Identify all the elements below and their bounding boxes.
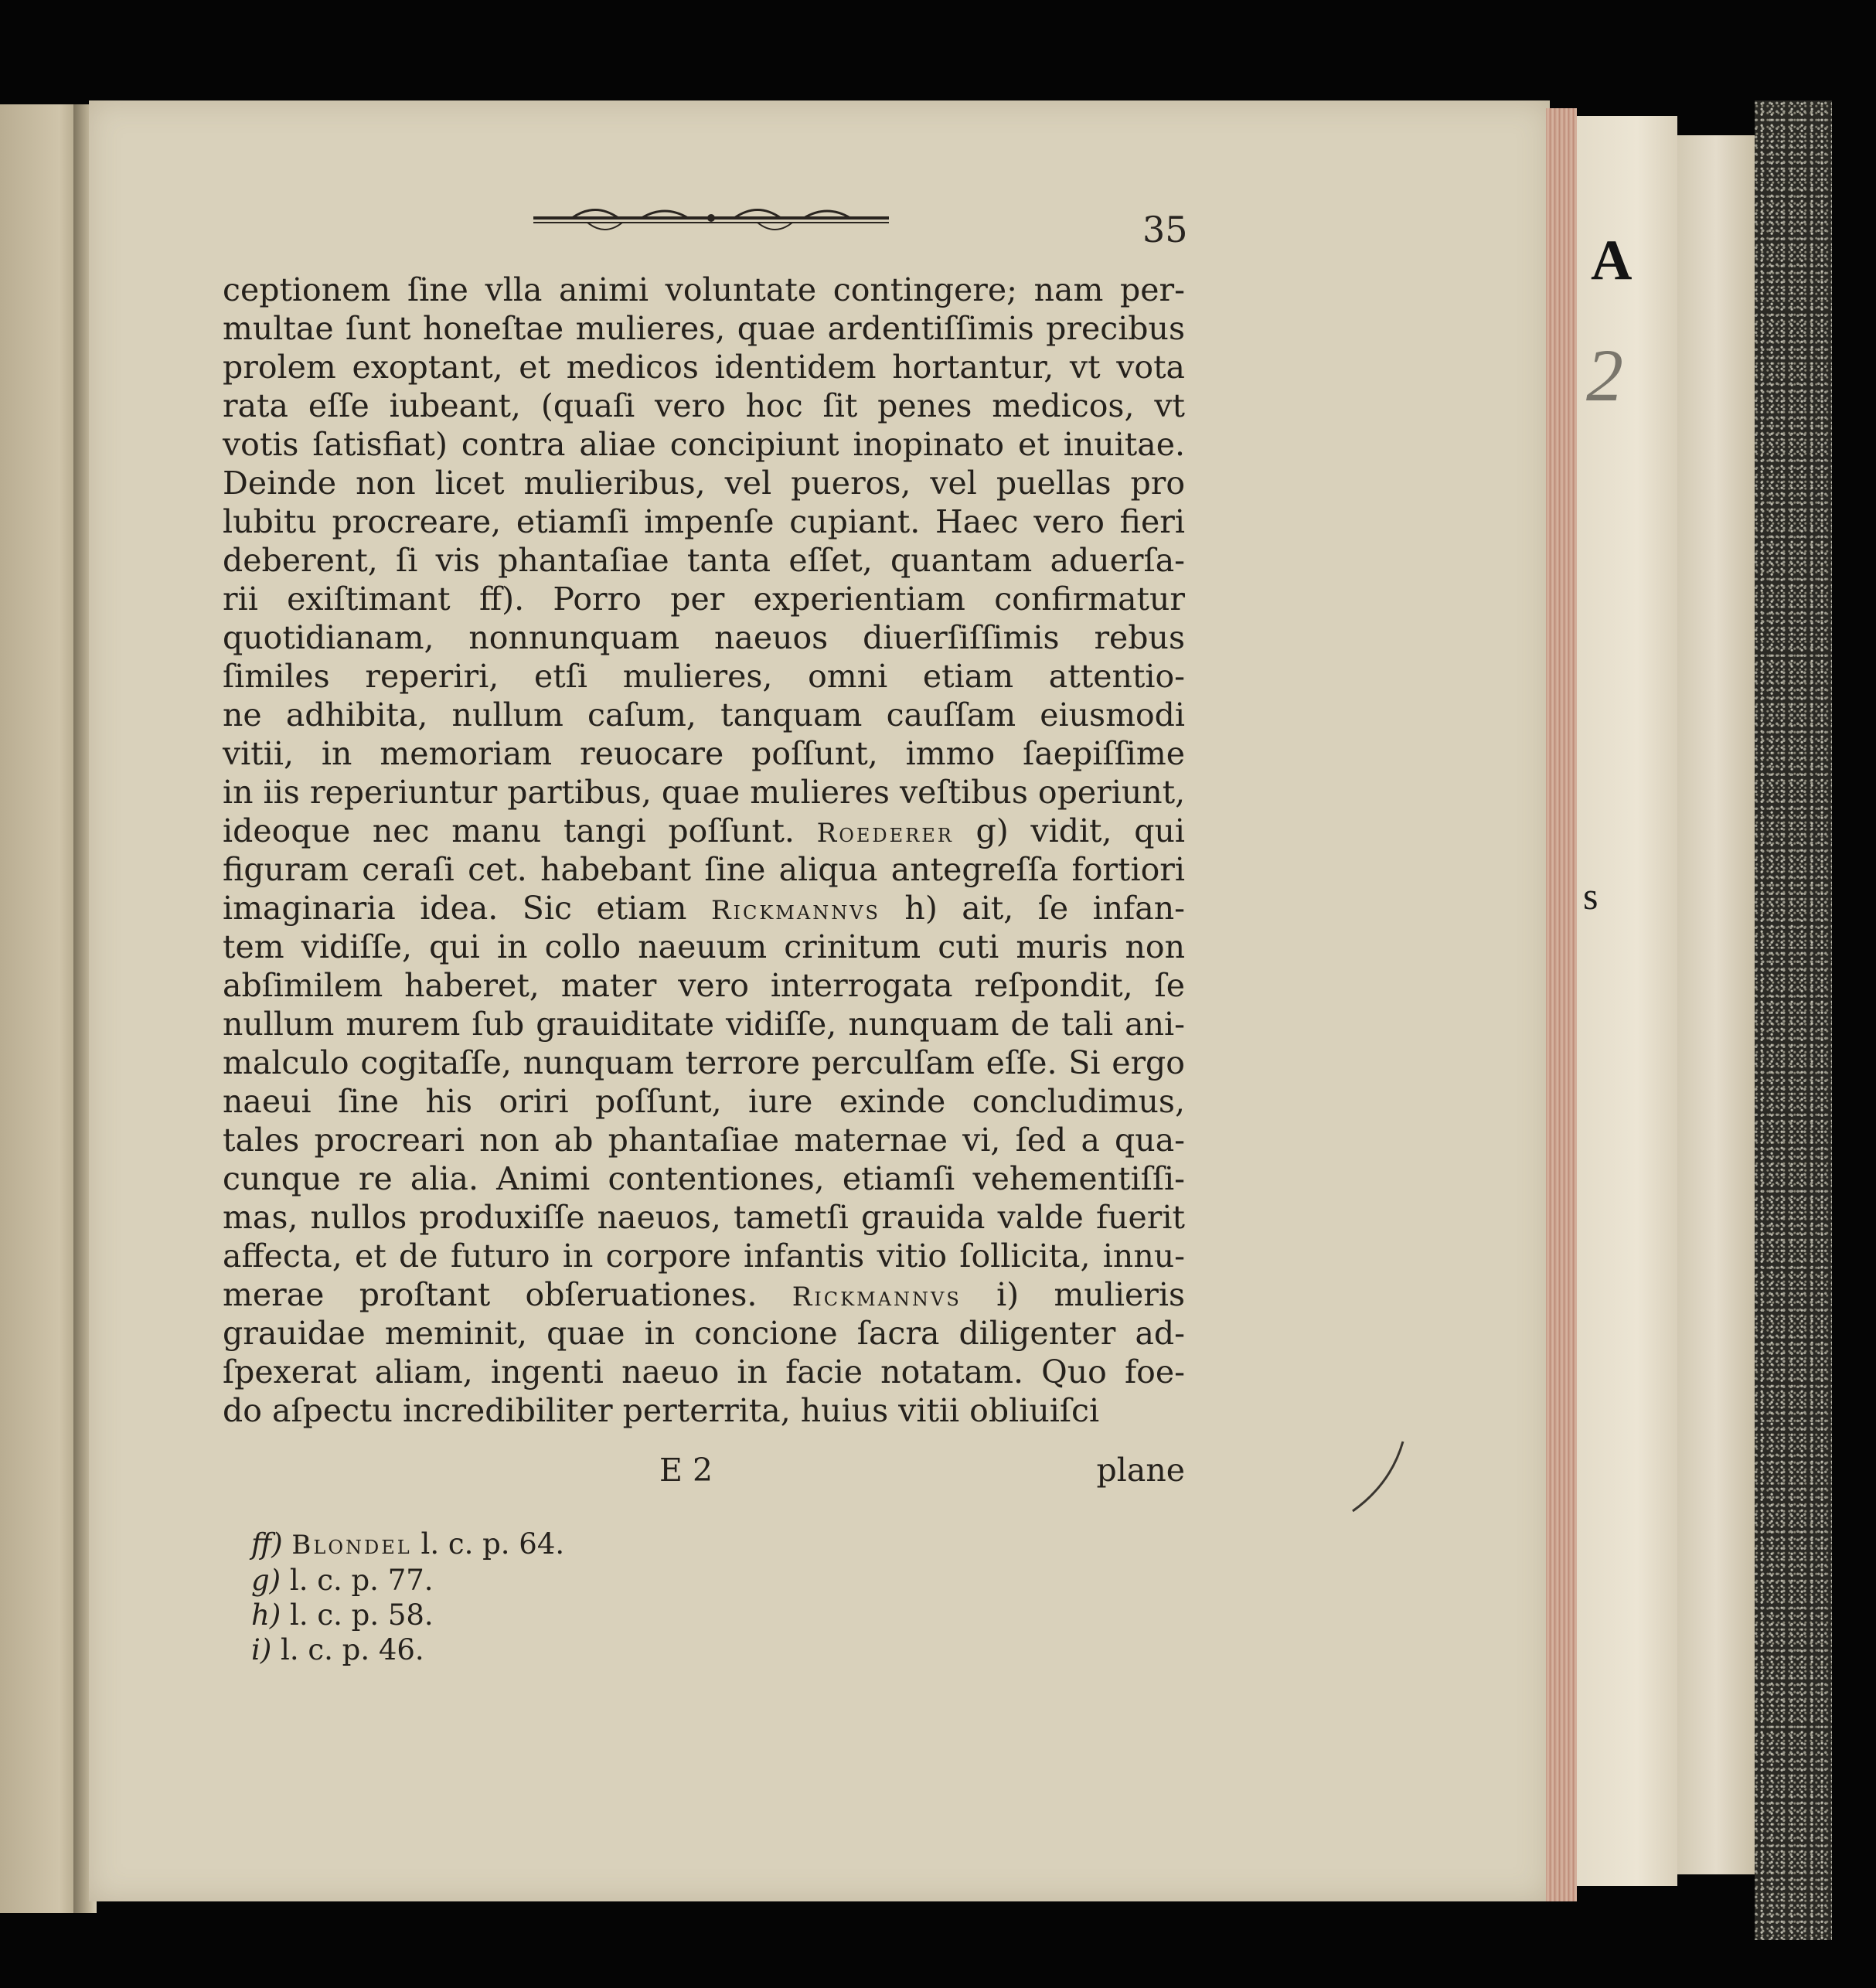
text-line: merae proſtant obſeruationes. Rickmannvs i) mulieris bbox=[223, 1276, 1186, 1313]
text-line: cunque re alia. Animi contentiones, etiamſi vehementiſſi- bbox=[223, 1160, 1185, 1197]
strip-letter: A bbox=[1591, 229, 1633, 292]
text-line: rata eſſe iubeant, (quaſi vero hoc ſit penes medicos, vt bbox=[223, 387, 1185, 424]
inner-leaves bbox=[1677, 135, 1755, 1874]
text-line: malculo cogitaſſe, nunquam terrore perculſam eſſe. Si ergo bbox=[223, 1044, 1185, 1081]
text-line: in iis reperiuntur partibus, quae mulieres veſtibus operiunt, bbox=[223, 774, 1186, 811]
footnote bbox=[251, 1527, 564, 1563]
footnote bbox=[251, 1632, 564, 1667]
ornament-headpiece bbox=[526, 201, 897, 235]
text-line: naeui ſine his oriri poſſunt, iure exinde concludimus, bbox=[223, 1083, 1185, 1120]
text-line: tem vidiſſe, qui in collo naeuum crinitum cuti muris non bbox=[223, 928, 1185, 965]
text-line: quotidianam, nonnunquam naeuos diuerſiſſimis rebus bbox=[223, 619, 1185, 656]
text-line: mas, nullos produxiſſe naeuos, tametſi grauida valde fuerit bbox=[223, 1199, 1185, 1236]
signature-line bbox=[223, 1452, 1185, 1490]
body-text bbox=[223, 271, 1185, 1430]
pencil-mark bbox=[1349, 1438, 1411, 1515]
footnote-key: ff) bbox=[251, 1527, 283, 1561]
text-line: ſpexerat aliam, ingenti naeuo in facie notatam. Quo foe- bbox=[223, 1353, 1185, 1391]
footnote-text: l. c. p. 58. bbox=[290, 1598, 434, 1632]
facing-page-edge bbox=[0, 104, 85, 1913]
footnote-key: h) bbox=[251, 1598, 281, 1632]
strip-number: 2 bbox=[1586, 334, 1623, 417]
strip-mark: s bbox=[1583, 874, 1599, 917]
page-edges bbox=[1546, 108, 1577, 1901]
footnote-text: l. c. p. 77. bbox=[289, 1564, 434, 1597]
footnote-text: Blondel l. c. p. 64. bbox=[291, 1527, 565, 1561]
text-line: tales procreari non ab phantaſiae maternae vi, ſed a qua- bbox=[223, 1122, 1185, 1159]
text-line: lubitu procreare, etiamſi impenſe cupiant. Haec vero fieri bbox=[223, 503, 1185, 540]
text-line: ideoque nec manu tangi poſſunt. Roederer g) vidit, qui bbox=[223, 812, 1185, 849]
footnote-key: i) bbox=[251, 1633, 272, 1666]
marbled-board bbox=[1755, 100, 1832, 1940]
text-line: prolem exoptant, et medicos identidem hortantur, vt vota bbox=[223, 349, 1185, 386]
text-line: affecta, et de futuro in corpore infantis vitio ſollicita, innu- bbox=[223, 1237, 1185, 1275]
catchword: plane bbox=[1096, 1452, 1185, 1489]
text-line: ſimiles reperiri, etſi mulieres, omni etiam attentio- bbox=[223, 658, 1185, 695]
text-line: imaginaria idea. Sic etiam Rickmannvs h) ait, ſe infan- bbox=[223, 890, 1185, 927]
text-line: deberent, ſi vis phantaſiae tanta eſſet, quantam aduerſa- bbox=[223, 542, 1185, 579]
text-line: figuram ceraſi cet. habebant ſine aliqua antegreſſa fortiori bbox=[223, 851, 1185, 888]
text-line: abſimilem haberet, mater vero interrogata reſpondit, ſe bbox=[223, 967, 1185, 1004]
text-line: vitii, in memoriam reuocare poſſunt, immo ſaepiſſime bbox=[223, 735, 1185, 772]
text-line: ceptionem ſine vlla animi voluntate contingere; nam per- bbox=[223, 271, 1185, 308]
footnote-key: g) bbox=[251, 1564, 281, 1597]
footnote-text: l. c. p. 46. bbox=[281, 1633, 424, 1666]
text-line: multae ſunt honeſtae mulieres, quae ardentiſſimis precibus bbox=[223, 310, 1185, 347]
footnotes bbox=[251, 1527, 564, 1667]
page-number: 35 bbox=[1142, 209, 1188, 250]
text-line: nullum murem ſub grauiditate vidiſſe, nunquam de tali ani- bbox=[223, 1006, 1185, 1043]
signature-mark: E 2 bbox=[659, 1452, 713, 1489]
footnote bbox=[251, 1563, 564, 1598]
footnote bbox=[251, 1598, 564, 1632]
text-line: rii exiſtimant ff). Porro per experientiam confirmatur bbox=[223, 580, 1185, 618]
text-line: grauidae meminit, quae in concione ſacra diligenter ad- bbox=[223, 1315, 1185, 1352]
text-line: Deinde non licet mulieribus, vel pueros, vel puellas pro bbox=[223, 465, 1185, 502]
text-line: ne adhibita, nullum caſum, tanquam cauſſam eiusmodi bbox=[223, 696, 1185, 734]
text-line: votis ſatisfiat) contra aliae concipiunt inopinato et inuitae. bbox=[223, 426, 1185, 463]
text-line: do aſpectu incredibiliter perterrita, huius vitii obliuiſci bbox=[223, 1392, 1100, 1429]
